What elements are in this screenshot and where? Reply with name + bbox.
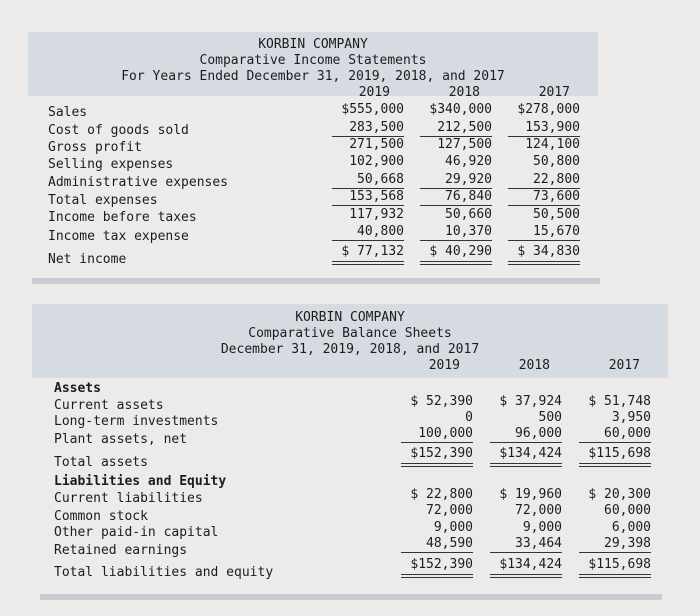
balance-cell: $134,424 [499, 557, 562, 572]
income-cell: 153,568 [349, 189, 404, 204]
balance-cell: 0 [465, 410, 473, 425]
income-cell: 50,660 [445, 207, 492, 222]
income-cell: 117,932 [349, 207, 404, 222]
balance-company-name: KORBIN COMPANY [295, 310, 405, 325]
subtotal-rule [579, 552, 651, 553]
total-double-rule [508, 261, 580, 262]
total-double-rule [490, 466, 562, 467]
income-row-label: Income before taxes [48, 210, 197, 225]
income-cell: $340,000 [429, 102, 492, 117]
income-cell: 50,500 [533, 207, 580, 222]
balance-row-label: Current liabilities [54, 491, 203, 506]
income-cell: 50,668 [357, 172, 404, 187]
balance-cell: $134,424 [499, 446, 562, 461]
income-row-label: Cost of goods sold [48, 123, 189, 138]
subtotal-rule [508, 240, 580, 241]
income-year-2017: 2017 [538, 85, 570, 100]
income-cell: 40,800 [357, 224, 404, 239]
total-double-rule [401, 466, 473, 467]
income-row-label: Selling expenses [48, 157, 174, 172]
balance-cell: 9,000 [433, 520, 473, 535]
balance-cell: $ 22,800 [410, 487, 473, 502]
balance-row-label: Total assets [54, 455, 148, 470]
total-double-rule [401, 463, 473, 464]
income-cell: 29,920 [445, 172, 492, 187]
income-cell: 46,920 [445, 154, 492, 169]
liabilities-equity-heading: Liabilities and Equity [54, 474, 227, 489]
total-double-rule [579, 466, 651, 467]
balance-cell: 100,000 [418, 426, 473, 441]
total-double-rule [490, 574, 562, 575]
total-double-rule [579, 574, 651, 575]
income-statement-title: Comparative Income Statements [199, 53, 427, 68]
total-double-rule [508, 264, 580, 265]
balance-row-label: Current assets [54, 398, 164, 413]
total-double-rule [490, 463, 562, 464]
income-statement-period: For Years Ended December 31, 2019, 2018, and 2017 [121, 69, 505, 84]
income-row-label: Net income [48, 252, 127, 267]
balance-row-label: Other paid-in capital [54, 525, 219, 540]
assets-heading: Assets [54, 381, 101, 396]
balance-cell: 6,000 [611, 520, 651, 535]
income-row-label: Gross profit [48, 140, 142, 155]
balance-cell: 72,000 [515, 503, 562, 518]
balance-cell: $ 19,960 [499, 487, 562, 502]
balance-row-label: Retained earnings [54, 543, 188, 558]
income-cell: 271,500 [349, 137, 404, 152]
balance-cell: 96,000 [515, 426, 562, 441]
balance-row-label: Long-term investments [54, 414, 219, 429]
income-cell: 10,370 [445, 224, 492, 239]
subtotal-rule [401, 442, 473, 443]
total-double-rule [332, 261, 404, 262]
subtotal-rule [420, 240, 492, 241]
income-cell: $ 34,830 [517, 244, 580, 259]
balance-cell: 29,398 [604, 536, 651, 551]
subtotal-rule [332, 240, 404, 241]
balance-cell: 60,000 [604, 503, 651, 518]
balance-sheet-period: December 31, 2019, 2018, and 2017 [220, 342, 480, 357]
total-double-rule [401, 574, 473, 575]
balance-cell: 60,000 [604, 426, 651, 441]
balance-cell: $115,698 [588, 446, 651, 461]
income-cell: 124,100 [525, 137, 580, 152]
income-cell: 127,500 [437, 137, 492, 152]
income-row-label: Administrative expenses [48, 175, 229, 190]
total-double-rule [579, 577, 651, 578]
income-cell: 50,800 [533, 154, 580, 169]
balance-row-label: Common stock [54, 509, 148, 524]
subtotal-rule [490, 442, 562, 443]
balance-cell: $ 51,748 [588, 394, 651, 409]
income-cell: 212,500 [437, 120, 492, 135]
income-company-name: KORBIN COMPANY [258, 37, 368, 52]
total-double-rule [401, 577, 473, 578]
income-cell: 76,840 [445, 189, 492, 204]
income-year-2018: 2018 [448, 85, 480, 100]
total-double-rule [579, 463, 651, 464]
balance-cell: 3,950 [611, 410, 651, 425]
income-cell: $555,000 [341, 102, 404, 117]
balance-year-2019: 2019 [428, 358, 460, 373]
income-cell: 73,600 [533, 189, 580, 204]
income-row-label: Income tax expense [48, 229, 189, 244]
income-cell: $278,000 [517, 102, 580, 117]
income-cell: 153,900 [525, 120, 580, 135]
balance-cell: $152,390 [410, 557, 473, 572]
total-double-rule [420, 261, 492, 262]
balance-row-label: Plant assets, net [54, 432, 188, 447]
subtotal-rule [579, 442, 651, 443]
total-double-rule [420, 264, 492, 265]
income-cell: $ 77,132 [341, 244, 404, 259]
income-cell: $ 40,290 [429, 244, 492, 259]
balance-year-2017: 2017 [608, 358, 640, 373]
balance-cell: $115,698 [588, 557, 651, 572]
balance-cell: $152,390 [410, 446, 473, 461]
balance-cell: 500 [538, 410, 562, 425]
balance-cell: $ 52,390 [410, 394, 473, 409]
income-row-label: Sales [48, 105, 88, 120]
balance-cell: 48,590 [426, 536, 473, 551]
income-cell: 22,800 [533, 172, 580, 187]
balance-cell: 9,000 [522, 520, 562, 535]
balance-cell: 72,000 [426, 503, 473, 518]
section-divider [32, 278, 600, 284]
total-double-rule [490, 577, 562, 578]
total-double-rule [332, 264, 404, 265]
balance-row-label: Total liabilities and equity [54, 565, 274, 580]
balance-cell: $ 20,300 [588, 487, 651, 502]
income-year-2019: 2019 [358, 85, 390, 100]
subtotal-rule [490, 552, 562, 553]
income-row-label: Total expenses [48, 193, 158, 208]
income-cell: 283,500 [349, 120, 404, 135]
section-divider [40, 594, 662, 600]
balance-year-2018: 2018 [518, 358, 550, 373]
subtotal-rule [401, 552, 473, 553]
balance-cell: $ 37,924 [499, 394, 562, 409]
balance-cell: 33,464 [515, 536, 562, 551]
income-cell: 15,670 [533, 224, 580, 239]
income-cell: 102,900 [349, 154, 404, 169]
balance-sheet-title: Comparative Balance Sheets [248, 326, 452, 341]
